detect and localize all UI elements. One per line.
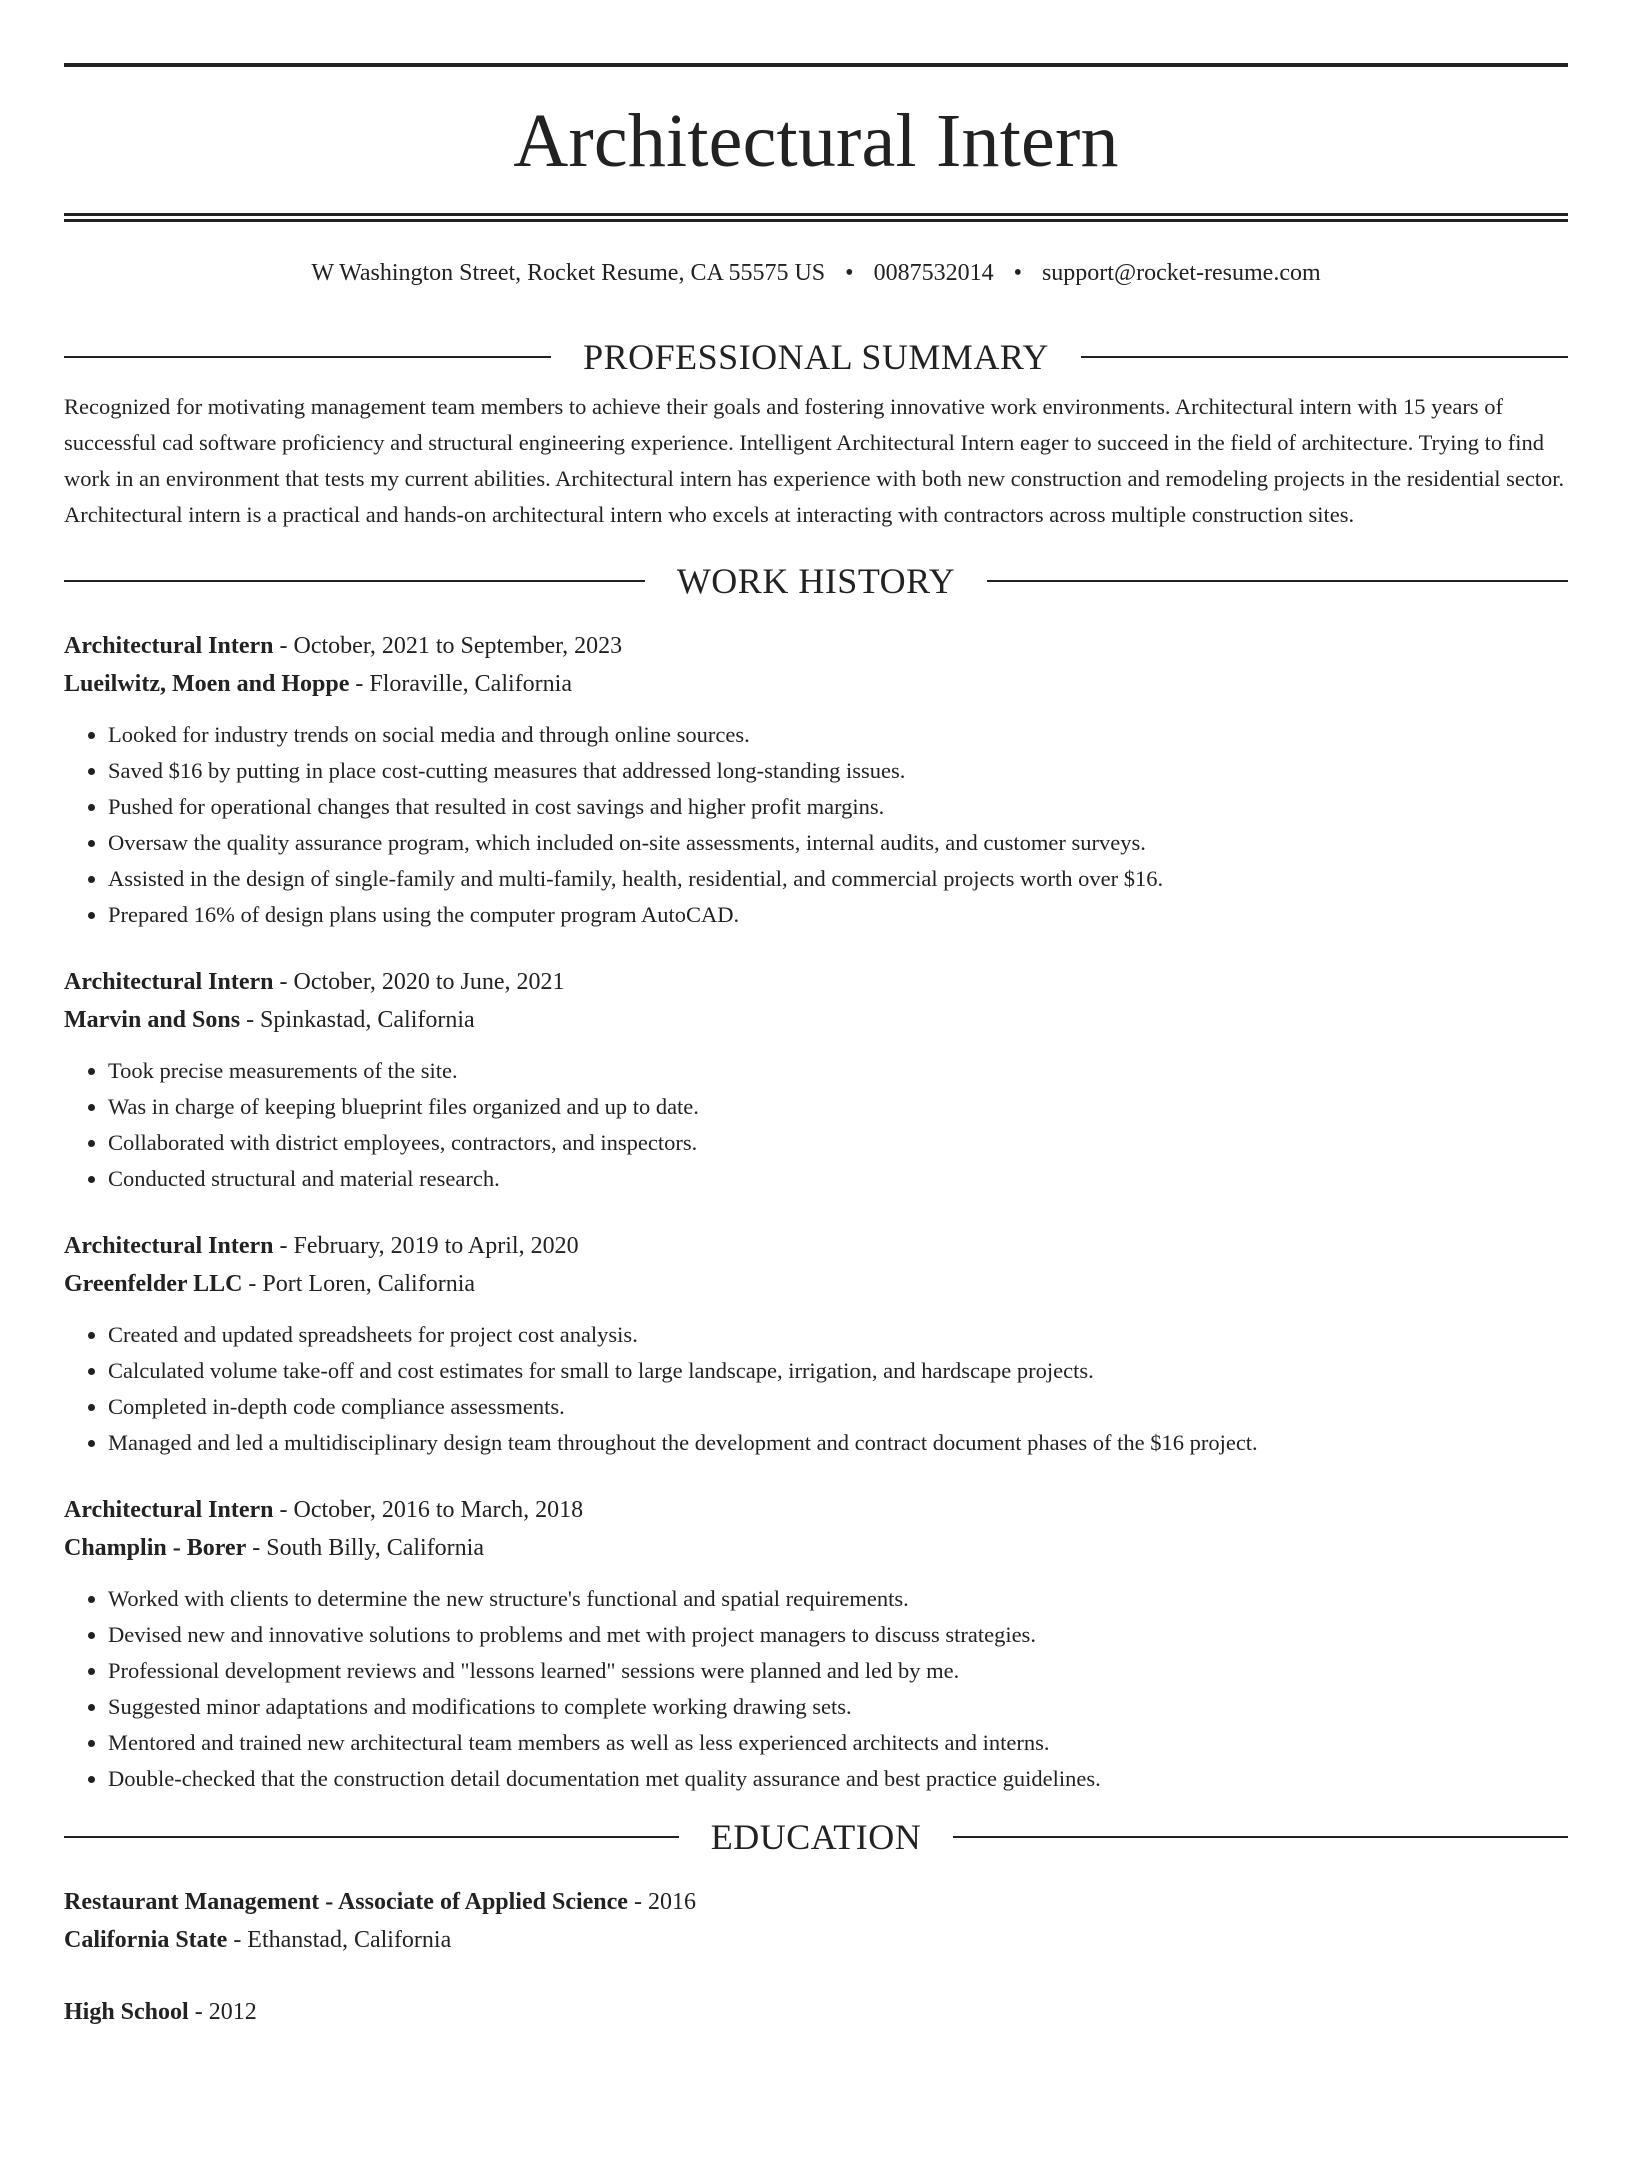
education-entry xyxy=(64,1993,1568,2031)
education-year: - 2016 xyxy=(627,1888,696,1915)
job-bullets xyxy=(64,1581,1568,1797)
job-bullet: • Suggested minor adaptations and modifications to complete working drawing sets. xyxy=(108,1689,1568,1725)
job-bullet: • Professional development reviews and "lessons learned" sessions were planned and led by me. xyxy=(108,1653,1568,1689)
job-company: Greenfelder LLC xyxy=(64,1270,243,1297)
education-entry xyxy=(64,1883,1568,1959)
job-company-line xyxy=(64,1001,1568,1039)
job-bullet: • Calculated volume take-off and cost estimates for small to large landscape, irrigation, and hardscape projects. xyxy=(108,1353,1568,1389)
job-company: Champlin - Borer xyxy=(64,1534,247,1561)
education-year: - 2012 xyxy=(188,1998,257,2025)
education-degree-line xyxy=(64,1883,1568,1921)
job-company: Lueilwitz, Moen and Hoppe xyxy=(64,670,350,697)
job-bullet: • Oversaw the quality assurance program, which included on-site assessments, internal audits, and customer surveys. xyxy=(108,825,1568,861)
education-school: California State xyxy=(64,1926,228,1953)
resume-title: Architectural Intern xyxy=(513,99,1119,183)
job-role: Architectural Intern xyxy=(64,632,274,659)
job-role: Architectural Intern xyxy=(64,1232,274,1259)
resume-page xyxy=(0,63,1632,2175)
job-bullet: • Worked with clients to determine the new structure's functional and spatial requirements. xyxy=(108,1581,1568,1617)
job-bullet: • Created and updated spreadsheets for project cost analysis. xyxy=(108,1317,1568,1353)
education-school-line xyxy=(64,1921,1568,1959)
job-bullet: • Prepared 16% of design plans using the computer program AutoCAD. xyxy=(108,897,1568,933)
summary-heading-label: PROFESSIONAL SUMMARY xyxy=(583,336,1049,377)
summary-section-heading xyxy=(64,336,1568,377)
job-bullet: • Was in charge of keeping blueprint files organized and up to date. xyxy=(108,1089,1568,1125)
job-entry xyxy=(64,627,1568,933)
job-bullets xyxy=(64,1317,1568,1461)
job-location: - South Billy, California xyxy=(246,1534,484,1561)
job-company-line xyxy=(64,1265,1568,1303)
job-company-line xyxy=(64,1529,1568,1567)
heading-rule-right xyxy=(1081,356,1568,358)
job-title-line xyxy=(64,963,1568,1001)
job-entry xyxy=(64,963,1568,1197)
job-bullet: • Saved $16 by putting in place cost-cutting measures that addressed long-standing issues. xyxy=(108,753,1568,789)
job-location: - Floraville, California xyxy=(349,670,572,697)
job-title-line xyxy=(64,627,1568,665)
contact-separator: • xyxy=(845,260,854,286)
contact-phone: 0087532014 xyxy=(873,260,994,286)
job-bullet: • Completed in-depth code compliance assessments. xyxy=(108,1389,1568,1425)
job-dates: - October, 2016 to March, 2018 xyxy=(273,1496,584,1523)
contact-email[interactable]: support@rocket-resume.com xyxy=(1041,260,1321,286)
contact-line xyxy=(64,259,1568,288)
job-bullet: • Assisted in the design of single-family and multi-family, health, residential, and commercial projects worth over $16. xyxy=(108,861,1568,897)
education-degree-line xyxy=(64,1993,1568,2031)
job-title-line xyxy=(64,1227,1568,1265)
job-company-line xyxy=(64,665,1568,703)
job-role: Architectural Intern xyxy=(64,968,274,995)
job-entry xyxy=(64,1227,1568,1461)
education-degree: Restaurant Management - Associate of Applied Science xyxy=(64,1888,628,1915)
top-rule xyxy=(64,63,1568,67)
job-bullet: • Collaborated with district employees, contractors, and inspectors. xyxy=(108,1125,1568,1161)
job-location: - Spinkastad, California xyxy=(240,1006,475,1033)
heading-rule-right xyxy=(953,1836,1568,1838)
job-bullet: • Looked for industry trends on social media and through online sources. xyxy=(108,717,1568,753)
job-dates: - October, 2021 to September, 2023 xyxy=(273,632,623,659)
job-bullet: • Devised new and innovative solutions to problems and met with project managers to discuss strategies. xyxy=(108,1617,1568,1653)
job-bullet: • Took precise measurements of the site. xyxy=(108,1053,1568,1089)
education-location: - Ethanstad, California xyxy=(227,1926,452,1953)
heading-rule-left xyxy=(64,1836,679,1838)
job-dates: - October, 2020 to June, 2021 xyxy=(273,968,565,995)
job-bullets xyxy=(64,717,1568,933)
contact-separator: • xyxy=(1013,260,1022,286)
work-heading-label: WORK HISTORY xyxy=(676,560,956,601)
job-bullet: • Double-checked that the construction detail documentation met quality assurance and best practice guidelines. xyxy=(108,1761,1568,1797)
summary-text: Recognized for motivating management team members to achieve their goals and fostering innovative work environments. Architectural intern with 15 years of successful cad software proficiency and structural engineering experience. Intelligent Architectural Intern eager to succeed in the field of architecture. Trying to find work in an environment that tests my current abilities. Architectural intern has experience with both new construction and remodeling projects in the residential sector. Architectural intern is a practical and hands-on architectural intern who excels at interacting with contractors across multiple construction sites. xyxy=(64,393,1565,527)
education-degree: High School xyxy=(64,1998,189,2025)
heading-rule-left xyxy=(64,580,645,582)
job-bullet: • Mentored and trained new architectural team members as well as less experienced architects and interns. xyxy=(108,1725,1568,1761)
job-bullets xyxy=(64,1053,1568,1197)
education-heading-label: EDUCATION xyxy=(710,1816,922,1857)
heading-rule-left xyxy=(64,356,551,358)
job-company: Marvin and Sons xyxy=(64,1006,241,1033)
job-dates: - February, 2019 to April, 2020 xyxy=(273,1232,579,1259)
job-bullet: • Managed and led a multidisciplinary design team throughout the development and contract document phases of the $16 project. xyxy=(108,1425,1568,1461)
contact-address: W Washington Street, Rocket Resume, CA 55575 US xyxy=(311,260,826,286)
job-location: - Port Loren, California xyxy=(242,1270,476,1297)
work-section-heading xyxy=(64,560,1568,601)
job-bullet: • Pushed for operational changes that resulted in cost savings and higher profit margins. xyxy=(108,789,1568,825)
title-double-rule xyxy=(64,213,1568,222)
job-bullet: • Conducted structural and material research. xyxy=(108,1161,1568,1197)
job-entry xyxy=(64,1491,1568,1797)
job-title-line xyxy=(64,1491,1568,1529)
job-role: Architectural Intern xyxy=(64,1496,274,1523)
education-section-heading xyxy=(64,1816,1568,1857)
heading-rule-right xyxy=(987,580,1568,582)
